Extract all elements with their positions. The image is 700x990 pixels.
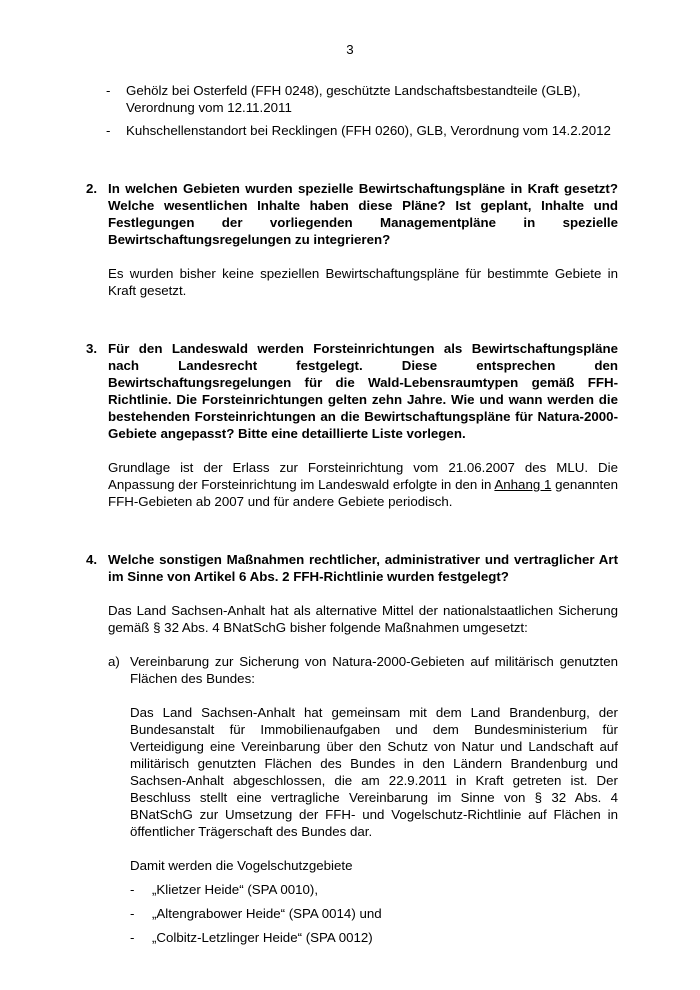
list-item-text: „Altengrabower Heide“ (SPA 0014) und	[152, 906, 382, 921]
top-list	[86, 82, 618, 139]
answer-text: genannten FFH-Gebieten ab 2007 und für andere Gebiete periodisch.	[108, 477, 618, 509]
bird-protection-list	[86, 881, 618, 946]
sub-item-letter: a)	[108, 654, 120, 669]
question-2	[86, 180, 618, 248]
list-item-text: Gehölz bei Osterfeld (FFH 0248), geschützte Landschaftsbestandteile (GLB), Verordnung vom 12.11.2011	[126, 83, 581, 115]
section-question-2	[86, 180, 618, 299]
sub-item-body: Das Land Sachsen-Anhalt hat gemeinsam mit dem Land Brandenburg, der Bundesanstalt für Immobilienaufgaben und dem Bundesministerium für Verteidigung eine Vereinbarung über den Schutz von Natur und Landschaft auf militärisch genutzten Flächen des Bundes in den Ländern Brandenburg und Sachsen-Anhalt abgeschlossen, die am 22.9.2011 in Kraft getreten ist. Der Beschluss stellt eine vertragliche Vereinbarung im Sinne von § 32 Abs. 4 BNatSchG zur Umsetzung der FFH- und Vogelschutz-Richtlinie auf Flächen in öffentlicher Trägerschaft des Bundes dar.	[130, 705, 618, 839]
page-number: 3	[346, 42, 354, 57]
list-item-text: Kuhschellenstandort bei Recklingen (FFH 0260), GLB, Verordnung vom 14.2.2012	[126, 123, 611, 138]
question-text: In welchen Gebieten wurden spezielle Bewirtschaftungspläne in Kraft gesetzt? Welche wesentlichen Inhalte haben diese Pläne? Ist geplant, Inhalte und Festlegungen der vorliegenden Managementpläne in spezielle Bewirtschaftungsregelungen zu integrieren?	[108, 181, 618, 247]
document-body	[86, 82, 618, 946]
list-item	[86, 929, 618, 946]
question-3	[86, 340, 618, 442]
answer-4: Das Land Sachsen-Anhalt hat als alternative Mittel der nationalstaatlichen Sicherung gemäß § 32 Abs. 4 BNatSchG bisher folgende Maßnahmen umgesetzt:	[108, 603, 618, 635]
list-item	[86, 881, 618, 898]
annex-link[interactable]: Anhang 1	[494, 477, 552, 492]
list-item	[86, 82, 618, 116]
list-item	[86, 905, 618, 922]
question-text: Welche sonstigen Maßnahmen rechtlicher, administrativer und vertraglicher Art im Sinne von Artikel 6 Abs. 2 FFH-Richtlinie wurden festgelegt?	[108, 552, 618, 584]
list-dash: -	[106, 83, 111, 98]
list-item-text: „Colbitz-Letzlinger Heide“ (SPA 0012)	[152, 930, 373, 945]
section-question-3	[86, 340, 618, 510]
list-dash: -	[130, 930, 135, 945]
list-dash: -	[106, 123, 111, 138]
sub-item-title: Vereinbarung zur Sicherung von Natura-2000-Gebieten auf militärisch genutzten Flächen des Bundes:	[130, 654, 618, 686]
list-dash: -	[130, 906, 135, 921]
list-item	[86, 122, 618, 139]
sub-item-intro: Damit werden die Vogelschutzgebiete	[130, 858, 353, 873]
list-dash: -	[130, 882, 135, 897]
question-number: 3.	[86, 341, 98, 356]
question-number: 4.	[86, 552, 98, 567]
section-question-4	[86, 551, 618, 946]
question-4	[86, 551, 618, 585]
answer-3	[86, 459, 618, 510]
list-item-text: „Klietzer Heide“ (SPA 0010),	[152, 882, 319, 897]
question-number: 2.	[86, 181, 98, 196]
answer-2: Es wurden bisher keine speziellen Bewirtschaftungspläne für bestimmte Gebiete in Kraft gesetzt.	[108, 266, 618, 298]
answer-text: Grundlage ist der Erlass zur Forsteinrichtung vom 21.06.2007 des MLU. Die Anpassung der Forsteinrichtung im Landeswald erfolgte in den in	[108, 460, 618, 492]
sub-item-a	[86, 653, 618, 687]
question-text: Für den Landeswald werden Forsteinrichtungen als Bewirtschaftungspläne nach Landesrecht festgelegt. Diese entsprechen den Bewirtschaftungsregelungen für die Wald-Lebensraumtypen gemäß FFH-Richtlinie. Die Forsteinrichtungen gelten zehn Jahre. Wie und wann werden die bestehenden Forsteinrichtungen an die Bewirtschaftungspläne für Natura-2000-Gebiete angepasst? Bitte eine detaillierte Liste vorlegen.	[108, 341, 618, 441]
